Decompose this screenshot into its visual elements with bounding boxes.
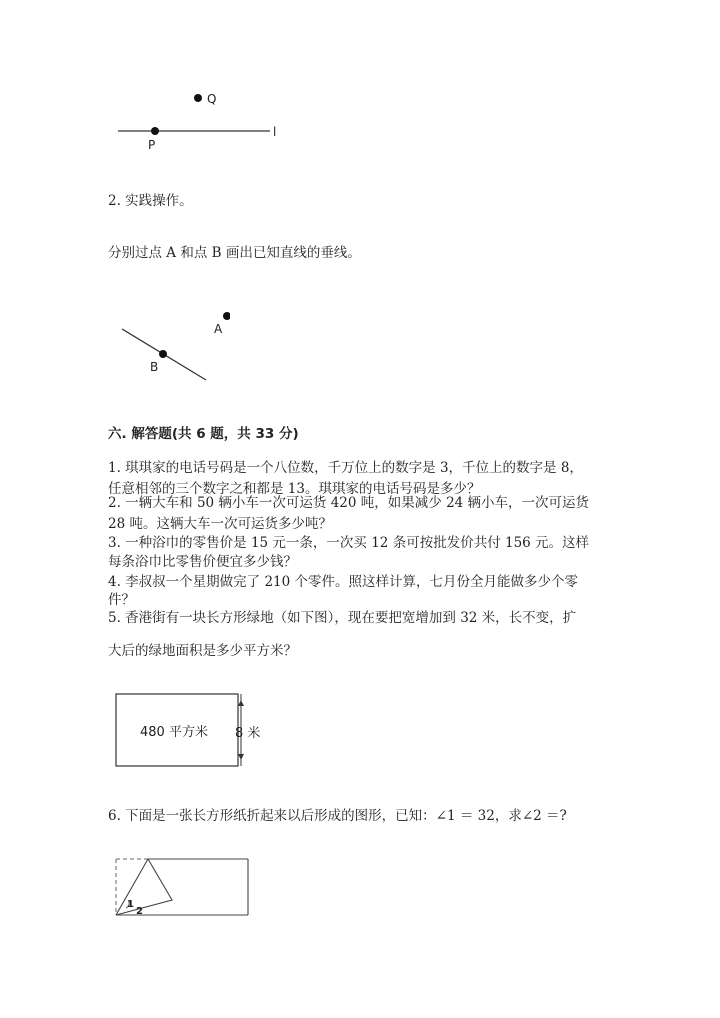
task2-instruction: 分别过点 A 和点 B 画出已知直线的垂线。 [108,245,361,261]
q-line-2: 任意相邻的三个数字之和都是 13。琪琪家的电话号码是多少？ [108,481,481,497]
figure-folded-paper [112,856,252,920]
point-b-dot [159,350,167,358]
point-p-label: P [148,138,156,152]
figure-point-line-pq [110,85,300,155]
point-q-label: Q [207,92,217,106]
task2-title: 2. 实践操作。 [108,193,193,209]
figure-green-rectangle [112,690,272,772]
rect-width-label: 8 米 [235,726,261,741]
q-line-1: 1. 琪琪家的电话号码是一个八位数，千万位上的数字是 3，千位上的数字是 8， [108,460,583,476]
point-a-label: A [214,322,223,336]
q-line-5: 3. 一种浴巾的零售价是 15 元一条，一次买 12 条可按批发价共付 156 元。这样 [108,535,590,551]
q-line-8: 件？ [108,592,135,608]
q-line-4: 28 吨。这辆大车一次可运货多少吨？ [108,516,332,532]
width-arrow-bottom [238,754,244,760]
point-a-dot [223,312,230,320]
section6-heading: 六. 解答题(共 6 题，共 33 分) [108,426,299,442]
width-arrow-top [238,700,244,706]
angle-2-label: 2 [136,906,143,917]
rect-area-label: 480 平方米 [140,725,208,740]
folded-flap [116,859,172,915]
q-line-6: 每条浴巾比零售价便宜多少钱？ [108,554,297,570]
point-q-dot [194,94,202,102]
figure-points-ab [110,305,230,385]
point-b-label: B [150,360,159,374]
q5-continuation: 大后的绿地面积是多少平方米？ [108,643,297,659]
angle-1-label: 1 [127,899,134,910]
q6-text: 6. 下面是一张长方形纸折起来以后形成的图形，已知：∠1 ＝ 32，求∠2 ＝? [108,808,567,824]
q-line-3: 2. 一辆大车和 50 辆小车一次可运货 420 吨，如果减少 24 辆小车，一次可运货 [108,495,590,511]
line-l-label: l [273,125,277,139]
q-line-9: 5. 香港街有一块长方形绿地（如下图），现在要把宽增加到 32 米，长不变，扩 [108,610,577,626]
q-line-7: 4. 李叔叔一个星期做完了 210 个零件。照这样计算，七月份全月能做多少个零 [108,574,579,590]
point-p-dot [151,127,159,135]
